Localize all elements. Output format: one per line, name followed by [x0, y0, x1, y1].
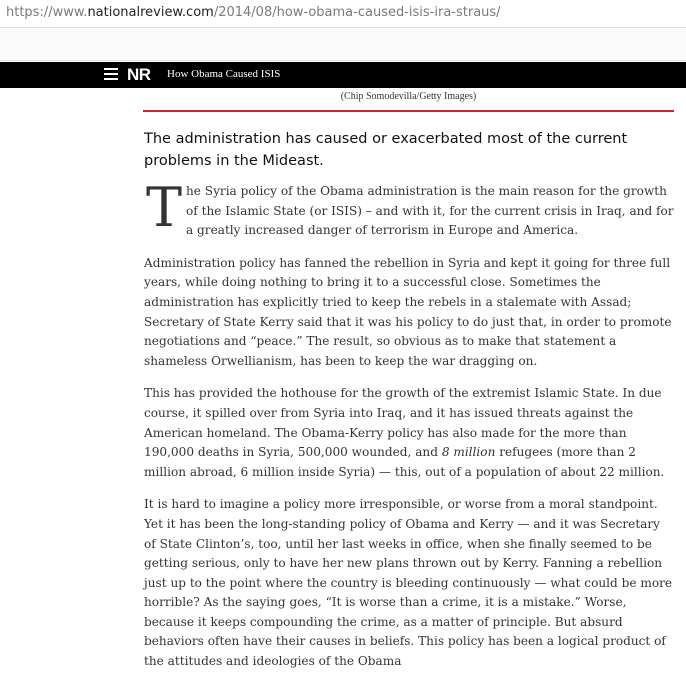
- paragraph-3-emphasis: 8 million: [441, 445, 496, 460]
- nav-article-title: How Obama Caused ISIS: [167, 68, 281, 80]
- paragraph-3-text-a: This has provided the hothouse for the growth of the extremist Islamic State. In due course, it spilled over from Syria into Iraq, and it has issued threats against the American homeland. The Obama-Kerry policy has also made for the more than 190,000 deaths in Syria, 500,000 wounded, and: [144, 386, 662, 460]
- url-prefix: https://www.: [6, 5, 88, 20]
- site-logo[interactable]: NR: [127, 65, 151, 84]
- address-bar[interactable]: [0, 0, 686, 28]
- menu-icon[interactable]: [104, 68, 118, 80]
- paragraph-3: [144, 384, 674, 482]
- image-caption: (Chip Somodevilla/Getty Images): [340, 91, 477, 102]
- paragraph-4: It is hard to imagine a policy more irresponsible, or worse from a moral standpoint. Yet it has been the long-standing policy of Obama and Kerry — and it was Secretary of State Clinton’s, too, until her last weeks in office, when she finally seemed to be getting serious, only to have her new plans thrown out by Kerry. Fanning a rebellion just up to the point where the country is bleeding continuously — what could be more horrible? As the saying goes, “It is worse than a crime, it is a mistake.” Worse, because it keeps compounding the crime, as a matter of principle. But absurd behaviors often have their causes in beliefs. This policy has been a logical product of the attitudes and ideologies of the Obama: [144, 497, 673, 669]
- url-path: /2014/08/how-obama-caused-isis-ira-straus/: [213, 5, 501, 20]
- paragraph-1-text: he Syria policy of the Obama administration is the main reason for the growth of the Islamic State (or ISIS) – and with it, for the current crisis in Iraq, and for a greatly increased danger of terrorism in Europe and America.: [186, 184, 674, 238]
- paragraph-1: [144, 176, 674, 241]
- browser-toolbar: [0, 29, 686, 61]
- article-subhead: The administration has caused or exacerbated most of the current problems in the Mideast.: [144, 131, 628, 169]
- paragraph-3-text-b: refugees (more than 2 million abroad, 6 million inside Syria) — this, out of a population of about 22 million.: [144, 445, 665, 479]
- article-body: [144, 176, 674, 685]
- drop-cap: T: [146, 176, 183, 239]
- url-host: nationalreview.com: [87, 5, 214, 20]
- divider: [143, 110, 674, 112]
- site-navbar: [0, 62, 686, 88]
- paragraph-2: Administration policy has fanned the rebellion in Syria and kept it going for three full years, while doing nothing to bring it to a successful close. Sometimes the administration has explicitly tried to keep the rebels in a stalemate with Assad; Secretary of State Kerry said that it was his policy to do just that, in order to promote negotiations and “peace.” The result, so obvious as to make that statement a shameless Orwellianism, has been to keep the war dragging on.: [144, 255, 672, 368]
- url-text[interactable]: [6, 5, 501, 20]
